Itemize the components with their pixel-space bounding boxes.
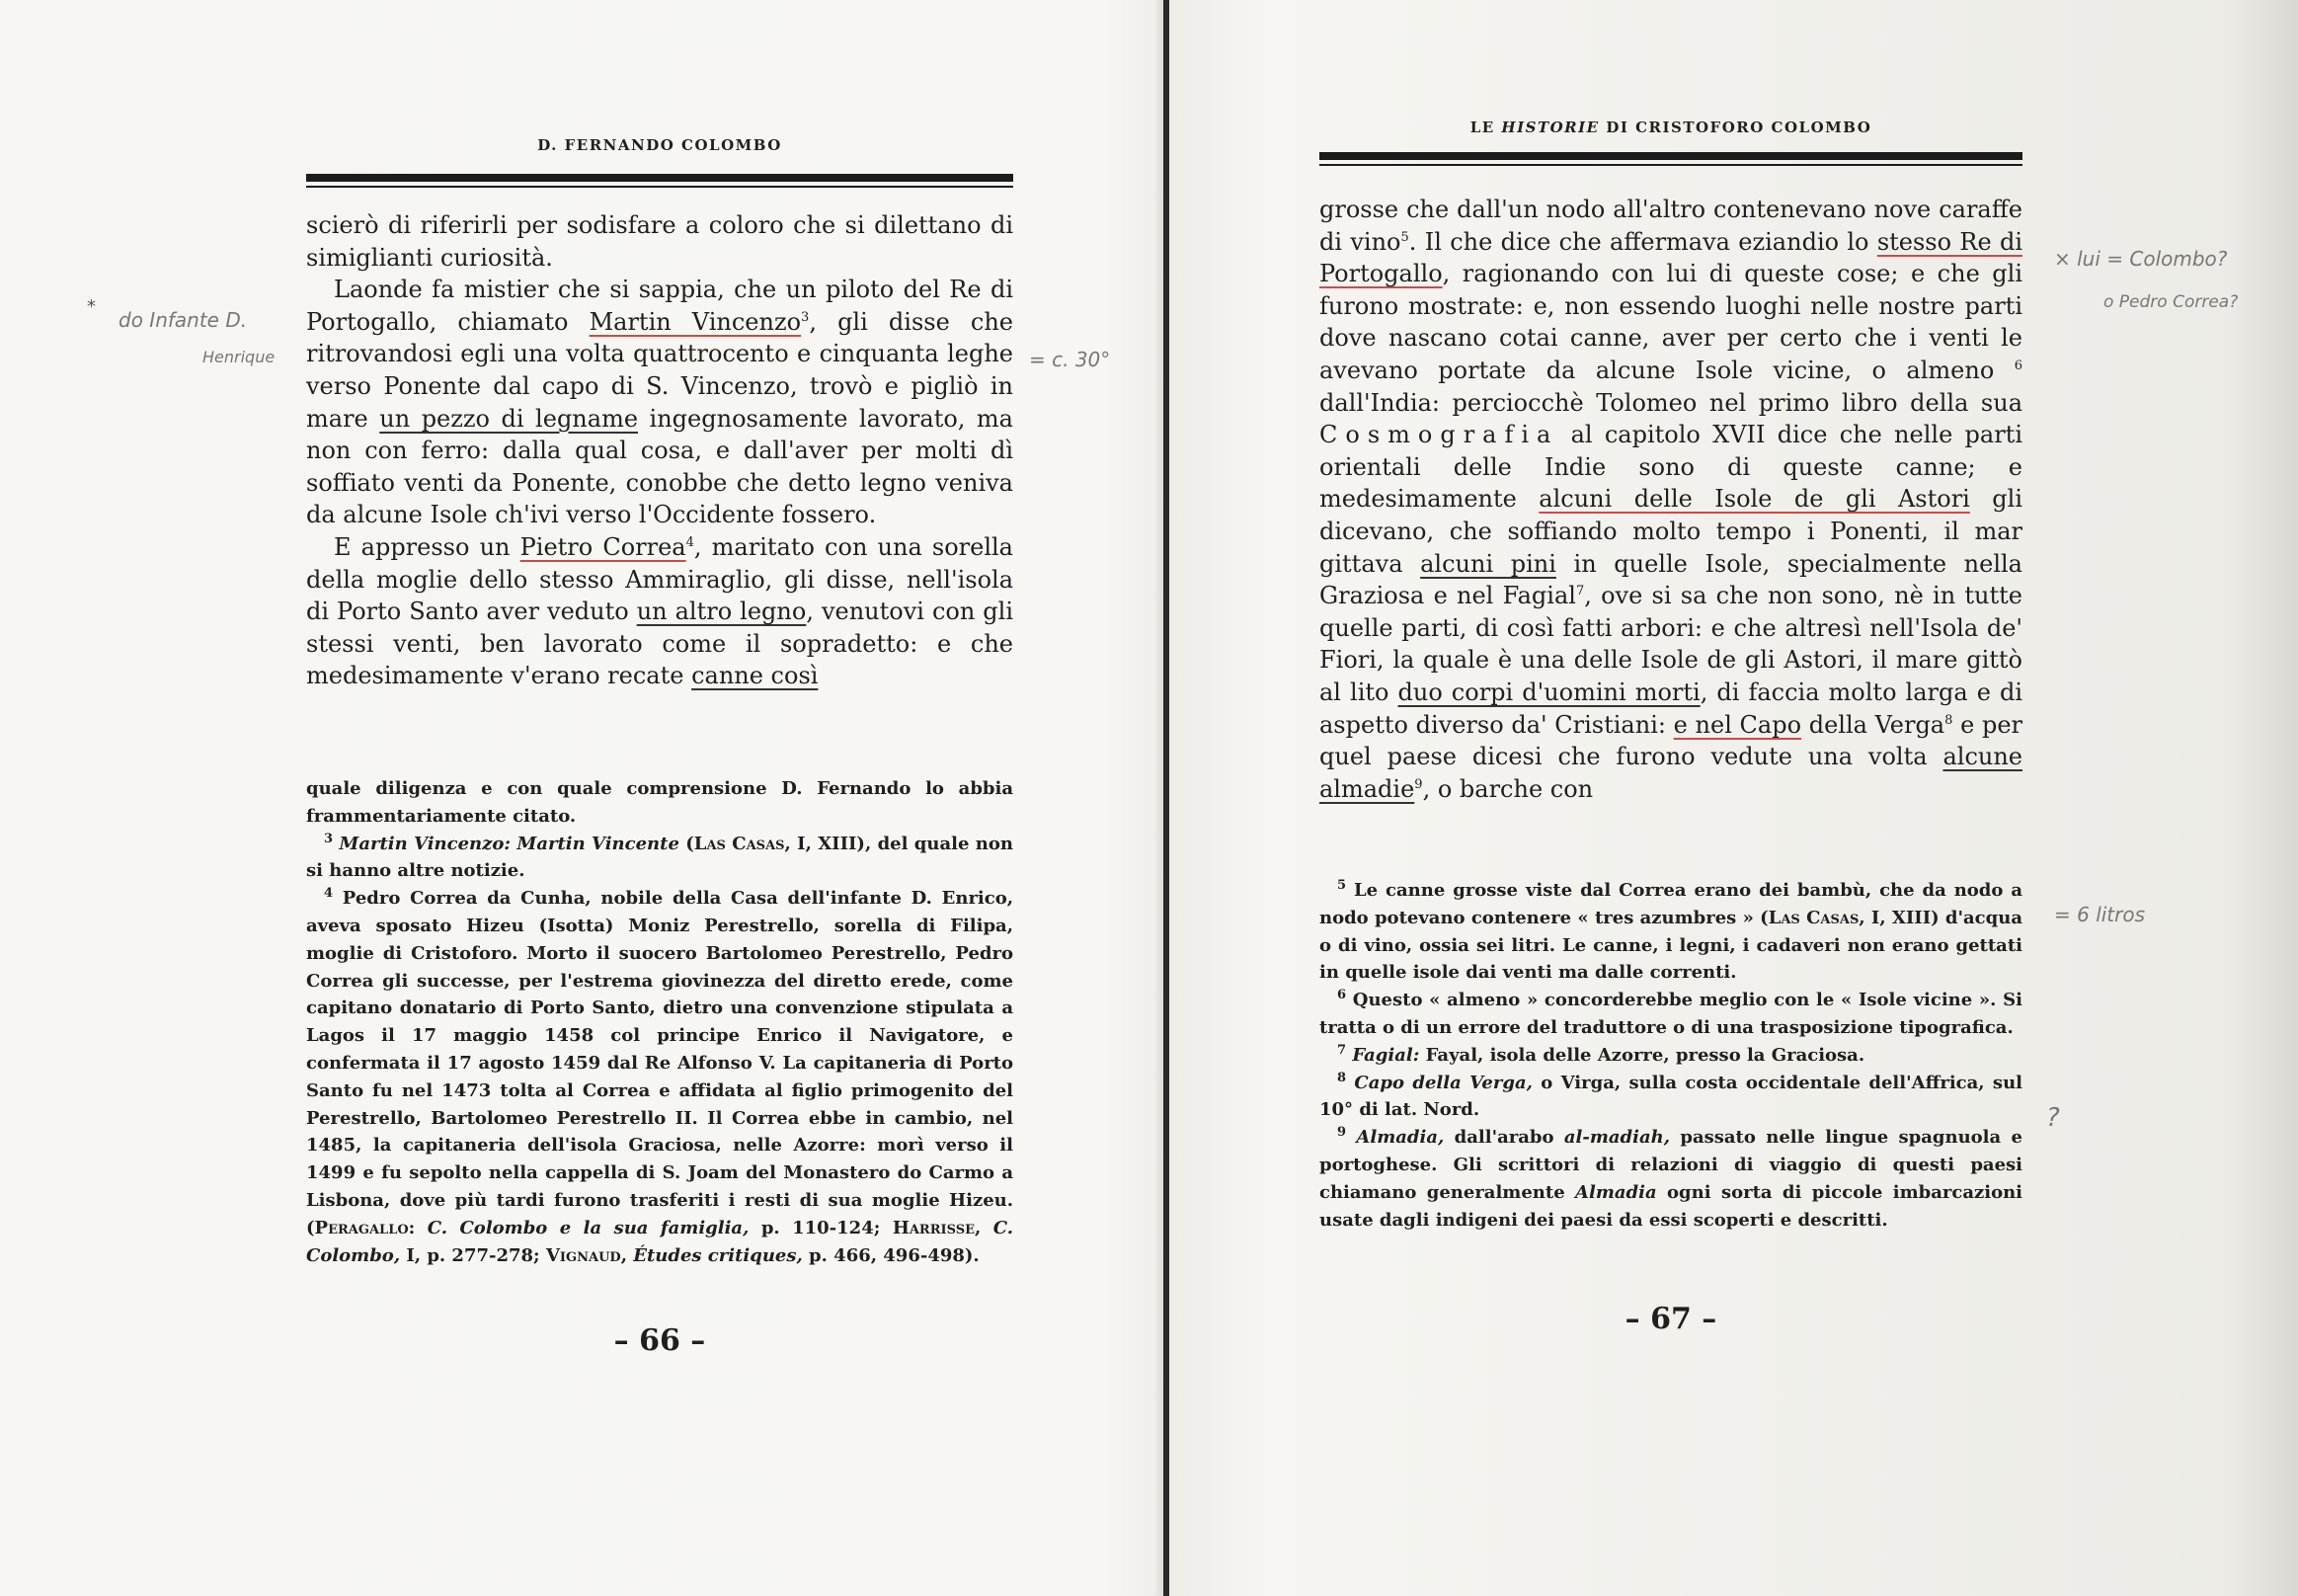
footnote-ref: 3 bbox=[801, 309, 810, 325]
book-gutter bbox=[1163, 0, 1169, 1596]
paragraph: E appresso un Pietro Correa$^4$, maritato con una sorella della moglie dello stesso Ammiraglio, gli disse, nell'isola di Porto Santo aver veduto un altro legno, venutovi con gli stessi venti, ben lavorato come il sopradetto: e che medesimamente v'erano recate canne così bbox=[306, 532, 1013, 690]
handwritten-note: = c. 30° bbox=[1029, 348, 1111, 371]
handwritten-mark: * bbox=[87, 296, 96, 317]
paragraph: grosse che dall'un nodo all'altro contenevano nove caraffe di vino$^5$. Il che dice che affermava eziandio lo stesso Re di Portogallo, ragionando con lui di queste cose; e che gli furono mostrate: e, non essendo luoghi nelle nostre parti dove nascano cotai canne, aver per certo che i venti le avevano portate da alcune Isole vicine, o almeno $^6$ dall'India: perciocchè Tolomeo nel primo libro della sua Cosmografia al capitolo XVII dice che nelle parti orientali delle Indie sono di queste canne; e medesimamente alcuni delle Isole de gli Astori gli dicevano, che soffiando molto tempo i Ponenti, il mar gittava alcuni pini in quelle Isole, specialmente nella Graziosa e nel Fagial$^7$, ove si sa che non sono, nè in tutte quelle parti, di così fatti arbori: e che altresì nell'Isola de' Fiori, la quale è una delle Isole de gli Astori, il mare gittò al lito duo corpi d'uomini morti, di faccia molto larga e di aspetto diverso da' Cristiani: e nel Capo della Verga$^8$ e per quel paese dicesi che furono vedute una volta alcune almadie$^9$, o barche con bbox=[1319, 196, 2023, 803]
header-rule-thick bbox=[1319, 152, 2022, 160]
underlined-text: canne così bbox=[691, 662, 819, 690]
underlined-text: stesso Re di Portogallo bbox=[1319, 227, 2022, 288]
running-head: D. FERNANDO COLOMBO bbox=[537, 136, 782, 154]
footnote: $^3$ Martin Vincenzo: Martin Vincente (Las Casas, I, XIII), del quale non si hanno altre notizie. bbox=[306, 831, 1013, 882]
paragraph: Laonde fa mistier che si sappia, che un piloto del Re di Portogallo, chiamato Martin Vincenzo$^3$, gli disse che ritrovandosi egli una volta quattrocento e cinquanta leghe verso Ponente dal capo di S. Vincenzo, trovò e pigliò in mare un pezzo di legname ingegnosamente lavorato, ma non con ferro: dalla qual cosa, e dall'aver per molti dì soffiato venti da Ponente, conobbe che detto legno veniva da alcune Isole ch'ivi verso l'Occidente fossero. bbox=[306, 276, 1013, 529]
page-number: – 67 – bbox=[1624, 1302, 1717, 1336]
footnote: $^4$ Pedro Correa da Cunha, nobile della Casa dell'infante D. Enrico, aveva sposato Hizeu (Isotta) Moniz Perestrello, sorella di Filipa, moglie di Cristoforo. Morto il suocero Bartolomeo Perestrello, Pedro Correa gli successe, per l'estrema giovinezza del diretto erede, come capitano donatario di Porto Santo, dietro una convenzione stipulata a Lagos il 17 maggio 1458 col principe Enrico il Navigatore, e confermata il 17 agosto 1459 dal Re Alfonso V. La capitaneria di Porto Santo fu nel 1473 tolta al Correa e affidata al figlio primogenito del Perestrello, Bartolomeo Perestrello II. Il Correa ebbe in cambio, nel 1485, la capitaneria dell'isola Graciosa, nelle Azorre: morì verso il 1499 e fu sepolto nella cappella di S. Joam del Monastero do Carmo a Lisbona, dove più tardi furono trasferiti i resti di sua moglie Hizeu. (Peragallo: C. Colombo e la sua famiglia, p. 110-124; Harrisse, C. Colombo, I, p. 277-278; Vignaud, Études critiques, p. 466, 496-498). bbox=[306, 886, 1013, 1266]
header-rule-thin bbox=[306, 186, 1013, 188]
handwritten-note: ? bbox=[2046, 1103, 2060, 1133]
body-text bbox=[1319, 194, 2022, 805]
handwritten-note: o Pedro Correa? bbox=[2103, 292, 2239, 312]
underlined-text: alcuni pini bbox=[1420, 549, 1556, 578]
footnote: $^5$ Le canne grosse viste dal Correa erano dei bambù, che da nodo a nodo potevano contenere « tres azumbres » (Las Casas, I, XIII) d'acqua o di vino, ossia sei litri. Le canne, i legni, i cadaveri non erano gettati in quelle isole dai venti ma dalle correnti. bbox=[1319, 878, 2022, 984]
footnote: $^9$ Almadia, dall'arabo al-madiah, passato nelle lingue spagnuola e portoghese. Gli scrittori di relazioni di viaggio di questi paesi chiamano generalmente Almadia ogni sorta di piccole imbarcazioni usate dagli indigeni dei paesi da essi scoperti e descritti. bbox=[1319, 1125, 2023, 1231]
underlined-text: duo corpi d'uomini morti bbox=[1397, 678, 1701, 706]
paragraph: scierò di riferirli per sodisfare a coloro che si dilettano di simiglianti curiosità. bbox=[306, 211, 1013, 272]
underlined-text: Martin Vincenzo bbox=[589, 307, 802, 336]
footnote-ref: 4 bbox=[685, 534, 694, 550]
footnote: $^7$ Fagial: Fayal, isola delle Azorre, presso la Graciosa. bbox=[1337, 1042, 1865, 1066]
footnote: quale diligenza e con quale comprensione D. Fernando lo abbia frammentariamente citato. bbox=[306, 778, 1013, 827]
footnote: $^8$ Capo della Verga, o Virga, sulla costa occidentale dell'Affrica, sul 10° di lat. Nord. bbox=[1319, 1070, 2022, 1121]
page-number: – 66 – bbox=[613, 1323, 706, 1358]
handwritten-note: × lui = Colombo? bbox=[2054, 247, 2228, 271]
underlined-text: un pezzo di legname bbox=[379, 404, 639, 433]
footnotes bbox=[306, 775, 1013, 1269]
underlined-text: Pietro Correa bbox=[519, 532, 686, 561]
handwritten-note: = 6 litros bbox=[2054, 903, 2146, 926]
handwritten-note: Henrique bbox=[202, 348, 276, 366]
body-text bbox=[306, 209, 1013, 692]
underlined-text: e nel Capo bbox=[1673, 710, 1802, 739]
running-head: LE HISTORIE DI CRISTOFORO COLOMBO bbox=[1469, 119, 1872, 136]
handwritten-note: do Infante D. bbox=[119, 308, 248, 332]
footnote: $^6$ Questo « almeno » concorderebbe meglio con le « Isole vicine ». Si tratta o di un errore del traduttore o di una trasposizione tipografica. bbox=[1319, 988, 2022, 1038]
underlined-text: alcune almadie bbox=[1319, 743, 2022, 803]
header-rule-thin bbox=[1319, 164, 2022, 166]
header-rule-thick bbox=[306, 174, 1013, 182]
footnotes bbox=[1319, 877, 2022, 1234]
underlined-text: alcuni delle Isole de gli Astori bbox=[1539, 485, 1970, 514]
underlined-text: un altro legno bbox=[636, 598, 807, 626]
